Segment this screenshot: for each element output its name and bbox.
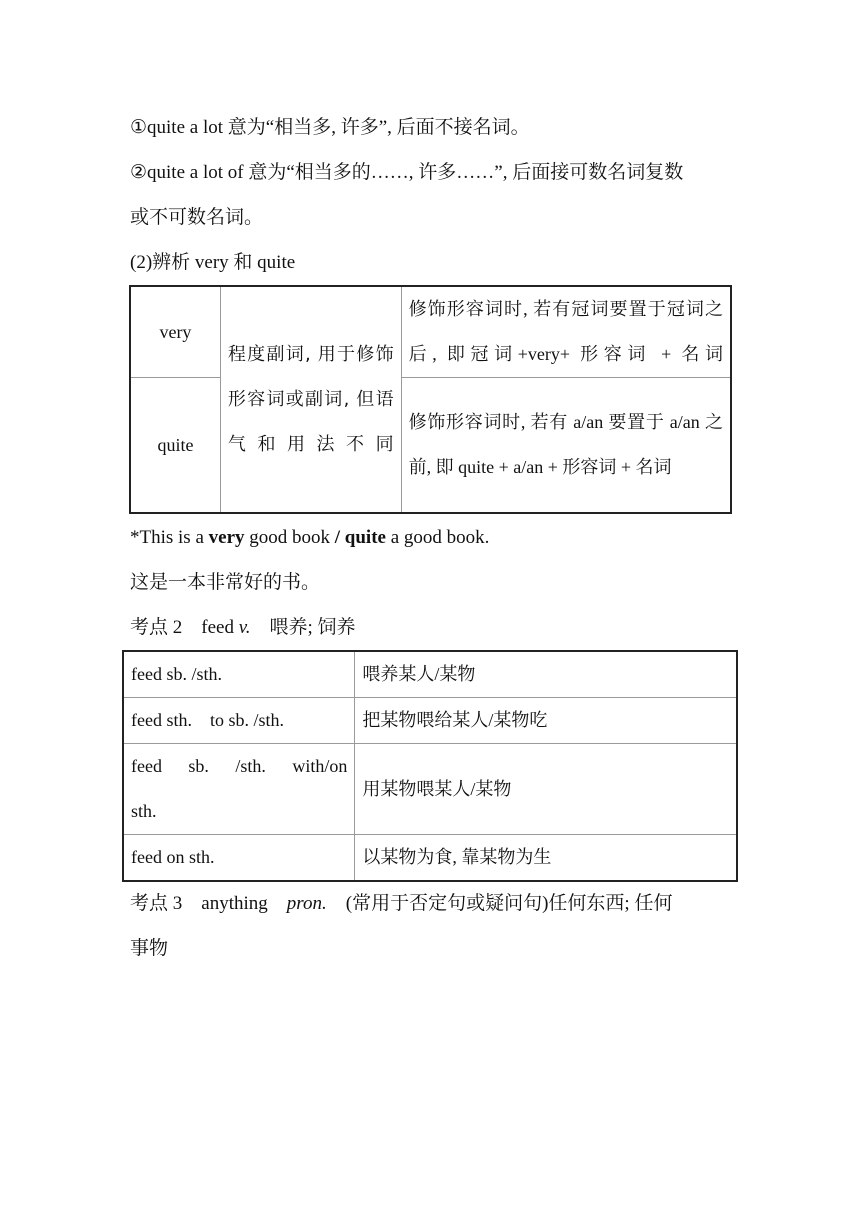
example-suffix: a good book. [385, 527, 490, 548]
very-quite-table [129, 285, 732, 514]
point2-heading [130, 605, 356, 650]
section-title-compare: (2)辨析 very 和 quite [130, 252, 296, 273]
point3-word: anything [201, 893, 268, 914]
feed-row4-en: feed on sth. [123, 835, 355, 882]
point2-pos: v. [238, 617, 251, 638]
point3-heading-cont: 事物 [130, 938, 169, 959]
point3-meaning: (常用于否定句或疑问句)任何东西; 任何 [345, 893, 673, 914]
feed-row1-cn: 喂养某人/某物 [355, 651, 737, 698]
point3-label: 考点 3 [130, 893, 183, 914]
example-mid: good book [244, 527, 335, 548]
cell-shared-desc: 程度副词, 用于修饰形容词或副词, 但语气和用法不同 [220, 286, 401, 513]
cell-quite: quite [130, 378, 220, 514]
feed-usage-table [122, 650, 738, 882]
feed-row4-cn: 以某物为食, 靠某物为生 [355, 835, 737, 882]
note-quite-a-lot: ①quite a lot 意为“相当多, 许多”, 后面不接名词。 [130, 117, 530, 138]
feed-row2-en: feed sth. to sb. /sth. [123, 698, 355, 744]
example-very: very [208, 527, 245, 548]
cell-quite-desc: 修饰形容词时, 若有 a/an 要置于 a/an 之前, 即 quite + a/an + 形容词 + 名词 [401, 378, 731, 514]
example-quite: quite [344, 527, 386, 548]
example-sentence [130, 515, 489, 560]
example-prefix: *This is a [130, 527, 209, 548]
feed-row3-cn: 用某物喂某人/某物 [355, 744, 737, 835]
cell-very: very [130, 286, 220, 378]
feed-row1-en: feed sb. /sth. [123, 651, 355, 698]
note-quite-a-lot-of-cont: 或不可数名词。 [130, 207, 264, 228]
cell-very-desc: 修饰形容词时, 若有冠词要置于冠词之后, 即冠词+very+ 形容词 + 名词 [401, 286, 731, 378]
note-quite-a-lot-of: ②quite a lot of 意为“相当多的……, 许多……”, 后面接可数名词复数 [130, 162, 684, 183]
point2-word: feed [201, 617, 234, 638]
feed-row2-cn: 把某物喂给某人/某物吃 [355, 698, 737, 744]
example-translation: 这是一本非常好的书。 [130, 572, 321, 593]
feed-row3-en: feed sb. /sth. with/on sth. [123, 744, 355, 835]
example-slash: / [334, 527, 341, 548]
point3-heading [130, 881, 730, 926]
point3-pos: pron. [286, 893, 327, 914]
point2-label: 考点 2 [130, 617, 183, 638]
point2-meaning: 喂养; 饲养 [269, 617, 356, 638]
